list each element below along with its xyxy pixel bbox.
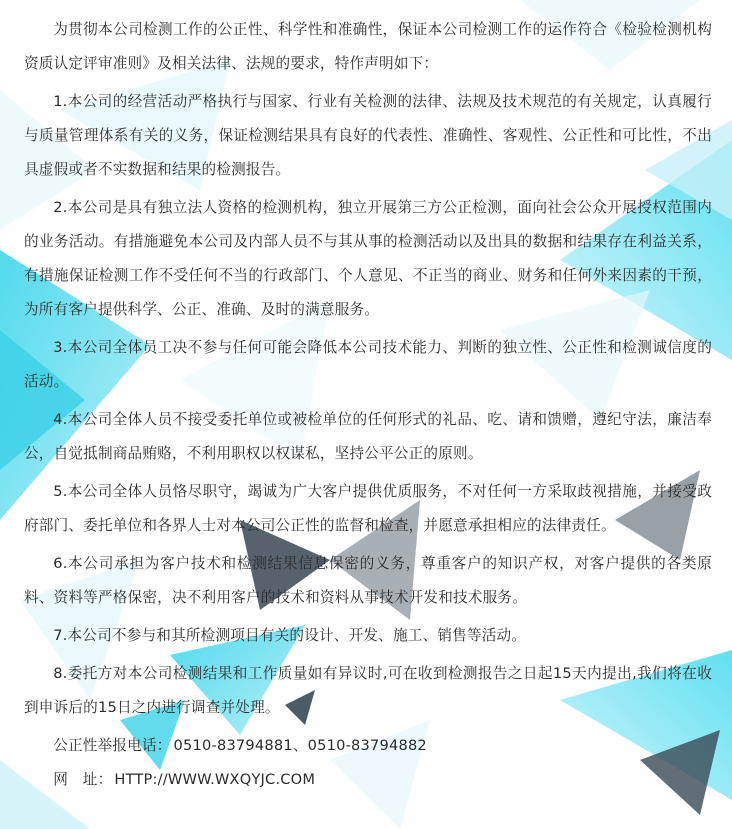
declaration-item-1: 1.本公司的经营活动严格执行与国家、行业有关检测的法律、法规及技术规范的有关规定，认真履行与质量管理体系有关的义务，保证检测结果具有良好的代表性、准确性、客观性、公正性和可比性，不出具虚假或者不实数据和结果的检测报告。 bbox=[24, 93, 712, 178]
declaration-text-block bbox=[24, 13, 712, 797]
declaration-item-8: 8.委托方对本公司检测结果和工作质量如有异议时,可在收到检测报告之日起15天内提出,我们将在收到申诉后的15日之内进行调查并处理。 bbox=[24, 665, 712, 716]
declaration-item-2: 2.本公司是具有独立法人资格的检测机构，独立开展第三方公正检测，面向社会公众开展授权范围内的业务活动。有措施避免本公司及内部人员不与其从事的检测活动以及出具的数据和结果存在利益关系，有措施保证检测工作不受任何不当的行政部门、个人意见、不正当的商业、财务和任何外来因素的干预，为所有客户提供科学、公正、准确、及时的满意服务。 bbox=[24, 199, 712, 318]
website-line bbox=[24, 763, 712, 797]
intro-paragraph: 为贯彻本公司检测工作的公正性、科学性和准确性，保证本公司检测工作的运作符合《检验检测机构资质认定评审准则》及相关法律、法规的要求，特作声明如下： bbox=[24, 21, 712, 72]
declaration-item-7: 7.本公司不参与和其所检测项目有关的设计、开发、施工、销售等活动。 bbox=[53, 627, 527, 644]
declaration-item-3: 3.本公司全体员工决不参与任何可能会降低本公司技术能力、判断的独立性、公正性和检测诚信度的活动。 bbox=[24, 339, 712, 390]
declaration-item-5: 5.本公司全体人员恪尽职守，竭诚为广大客户提供优质服务，不对任何一方采取歧视措施，并接受政府部门、委托单位和各界人士对本公司公正性的监督和检查，并愿意承担相应的法律责任。 bbox=[24, 483, 712, 534]
declaration-item-6: 6.本公司承担为客户技术和检测结果信息保密的义务，尊重客户的知识产权，对客户提供的各类原料、资料等严格保密，决不利用客户的技术和资料从事技术开发和技术服务。 bbox=[24, 555, 712, 606]
hotline-label: 公正性举报电话： bbox=[53, 737, 172, 754]
hotline-line bbox=[24, 729, 712, 763]
website-link[interactable]: HTTP://WWW.WXQYJC.COM bbox=[114, 771, 316, 788]
website-label: 网 址： bbox=[53, 771, 113, 788]
hotline-value: 0510-83794881、0510-83794882 bbox=[173, 737, 427, 754]
declaration-item-4: 4.本公司全体人员不接受委托单位或被检单位的任何形式的礼品、吃、请和馈赠，遵纪守法，廉洁奉公，自觉抵制商品贿赂，不利用职权以权谋私，坚持公平公正的原则。 bbox=[24, 411, 712, 462]
